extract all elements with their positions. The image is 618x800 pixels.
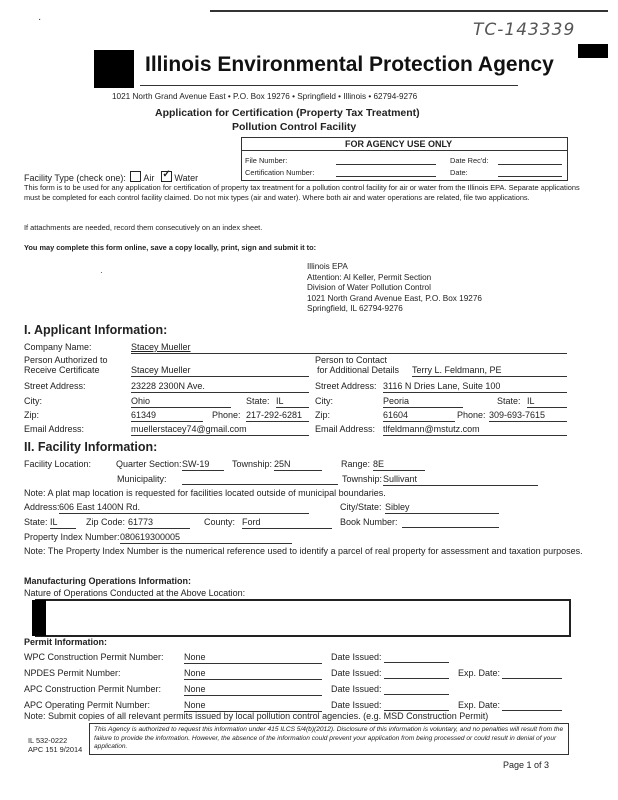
date-recd-field[interactable] — [498, 164, 562, 165]
citystate-value: Sibley — [385, 502, 410, 512]
facility-type-label: Facility Type (check one): — [24, 173, 126, 183]
permit-row-field[interactable] — [184, 652, 322, 664]
street2-value: 3116 N Dries Lane, Suite 100 — [383, 381, 501, 391]
submit-line: Division of Water Pollution Control — [307, 283, 431, 292]
citystate-field[interactable] — [385, 502, 499, 514]
plat-note: Note: A plat map location is requested for facilities located outside of municipal boundaries. — [24, 488, 386, 498]
applicant-heading: I. Applicant Information: — [24, 323, 168, 337]
pin-value: 080619300005 — [120, 532, 181, 542]
township-field[interactable] — [274, 459, 322, 471]
state2-label: State: — [497, 396, 521, 406]
city-value: Ohio — [131, 396, 151, 406]
fac-zip-value: 61773 — [128, 517, 154, 527]
address-field[interactable] — [59, 502, 309, 514]
street-field[interactable] — [131, 381, 309, 393]
file-number-field[interactable] — [336, 164, 436, 165]
cert-number-field[interactable] — [336, 176, 436, 177]
form-id-line1: IL 532-0222 — [28, 736, 68, 745]
authorized-label-line1: Person Authorized to — [24, 355, 108, 365]
contact-value: Terry L. Feldmann, PE — [412, 365, 502, 375]
authorized-value: Stacey Mueller — [131, 365, 191, 375]
city2-label: City: — [315, 396, 333, 406]
submit-line: Attention: Al Keller, Permit Section — [307, 272, 432, 282]
book-field[interactable] — [402, 527, 499, 528]
citystate-label: City/State: — [340, 502, 382, 512]
submit-line: Illinois EPA — [307, 262, 348, 271]
zip2-label: Zip: — [315, 410, 331, 420]
fac-state-value: IL — [50, 517, 58, 527]
submit-instructions: You may complete this form online, save a copy locally, print, sign and submit it to: — [24, 243, 317, 252]
water-label: Water — [174, 173, 199, 183]
email2-label: Email Address: — [315, 424, 376, 434]
permit-row-field[interactable] — [184, 668, 322, 680]
permit-row-label: WPC Construction Permit Number: — [24, 652, 164, 662]
phone-label: Phone: — [212, 410, 241, 420]
state2-value: IL — [527, 396, 535, 406]
date-label: Date: — [450, 168, 468, 177]
street2-label: Street Address: — [315, 381, 377, 391]
permit-note: Note: Submit copies of all relevant permits issued by local pollution control agencies. (e.g. MSD Construction Permit) — [24, 711, 489, 721]
zip2-value: 61604 — [383, 410, 409, 420]
form-title: Application for Certification (Property Tax Treatment) — [155, 107, 420, 119]
agency-use-header: FOR AGENCY USE ONLY — [345, 139, 453, 149]
fac-zip-label: Zip Code: — [86, 517, 126, 527]
permit-date-label: Date Issued: — [331, 668, 382, 678]
permit-date-label: Date Issued: — [331, 652, 382, 662]
pin-label: Property Index Number: — [24, 532, 120, 542]
file-number-label: File Number: — [245, 156, 288, 165]
permit-date-field[interactable] — [384, 662, 449, 663]
permit-exp-label: Exp. Date: — [458, 668, 501, 678]
state-label: State: — [246, 396, 270, 406]
agency-address: 1021 North Grand Avenue East • P.O. Box 19276 • Springfield • Illinois • 62794-9276 — [112, 92, 418, 101]
contact-label-line1: Person to Contact — [315, 355, 388, 365]
contact-label — [315, 355, 399, 375]
agency-rule — [140, 85, 518, 86]
address-label: Address: — [24, 502, 60, 512]
submit-line: Springfield, IL 62794-9276 — [307, 304, 403, 313]
range-value: 8E — [373, 459, 385, 469]
agency-name: Illinois Environmental Protection Agency — [145, 53, 554, 76]
permit-heading: Permit Information: — [24, 637, 108, 647]
handwritten-id: TC-143339 — [473, 20, 576, 40]
date-field[interactable] — [498, 176, 562, 177]
street-value: 23228 2300N Ave. — [131, 381, 205, 391]
range-label: Range: — [341, 459, 371, 469]
permit-row-label: APC Operating Permit Number: — [24, 700, 151, 710]
nature-text-box[interactable] — [35, 599, 571, 637]
redaction-left — [32, 600, 46, 636]
contact-field[interactable] — [412, 365, 567, 377]
city2-field[interactable] — [383, 396, 463, 408]
cert-number-label: Certification Number: — [245, 168, 315, 177]
fac-state-label: State: — [24, 517, 48, 527]
permit-row-value: None — [184, 684, 206, 694]
city2-value: Peoria — [383, 396, 410, 406]
company-label: Company Name: — [24, 342, 92, 352]
air-label: Air — [143, 173, 155, 183]
fac-zip-field[interactable] — [128, 517, 190, 529]
facility-type-row — [24, 171, 198, 183]
book-label: Book Number: — [340, 517, 398, 527]
permit-row-label: NPDES Permit Number: — [24, 668, 121, 678]
permit-date-label: Date Issued: — [331, 700, 382, 710]
county-value: Ford — [242, 517, 261, 527]
city-label: City: — [24, 396, 42, 406]
permit-row-value: None — [184, 700, 206, 710]
permit-date-field[interactable] — [384, 694, 449, 695]
date-recd-label: Date Rec'd: — [450, 156, 489, 165]
email2-value: tlfeldmann@mstutz.com — [383, 424, 480, 434]
facility-heading: II. Facility Information: — [24, 440, 158, 454]
contact-label-line2: for Additional Details — [317, 365, 400, 375]
redaction-top-right — [578, 44, 608, 58]
street2-field[interactable] — [383, 381, 567, 393]
permit-date-label: Date Issued: — [331, 684, 382, 694]
form-subtitle: Pollution Control Facility — [232, 121, 357, 133]
page-number: Page 1 of 3 — [503, 760, 550, 770]
township2-field[interactable] — [383, 474, 538, 486]
address-value: 606 East 1400N Rd. — [59, 502, 141, 512]
fac-state-field[interactable] — [50, 517, 76, 529]
email2-field[interactable] — [383, 424, 567, 436]
scan-dot: · — [100, 268, 103, 277]
nature-label: Nature of Operations Conducted at the Above Location: — [24, 588, 246, 598]
top-rule — [210, 10, 608, 12]
authorized-field[interactable] — [131, 365, 309, 377]
quarter-label: Quarter Section: — [116, 459, 182, 469]
phone2-label: Phone: — [457, 410, 486, 420]
submit-line: 1021 North Grand Avenue East, P.O. Box 19276 — [307, 293, 482, 303]
phone-field[interactable] — [246, 410, 309, 422]
permit-row-value: None — [184, 652, 206, 662]
air-checkbox[interactable] — [130, 171, 141, 182]
permit-exp-field[interactable] — [502, 710, 562, 711]
scan-mark: · — [38, 14, 42, 25]
company-value: Stacey Mueller — [131, 342, 191, 352]
disclaimer-text: This Agency is authorized to request this information under 415 ILCS 5/4(b)(2012). Disclosure of this information is voluntary, and no penalties will result from the failure to provide the information. However, the absence of the information could prevent your application from being processed or could result in denial of your application. — [94, 726, 564, 751]
email-field[interactable] — [131, 424, 309, 436]
street-label: Street Address: — [24, 381, 86, 391]
county-label: County: — [204, 517, 236, 527]
township-label: Township: — [232, 459, 273, 469]
email-label: Email Address: — [24, 424, 85, 434]
quarter-field[interactable] — [182, 459, 224, 471]
attachments-note: If attachments are needed, record them consecutively on an index sheet. — [24, 223, 263, 232]
disclaimer-box — [89, 723, 569, 755]
phone-value: 217-292-6281 — [246, 410, 303, 420]
water-checkbox[interactable] — [161, 171, 172, 182]
permit-exp-field[interactable] — [502, 678, 562, 679]
manufacturing-heading: Manufacturing Operations Information: — [24, 576, 192, 586]
pin-field[interactable] — [120, 532, 292, 544]
municipality-field[interactable] — [182, 484, 338, 485]
township2-label: Township: — [342, 474, 383, 484]
township-value: 25N — [274, 459, 291, 469]
state-field[interactable] — [276, 396, 309, 408]
submit-address — [307, 262, 482, 315]
state-value: IL — [276, 396, 284, 406]
agency-logo-redacted — [94, 50, 134, 88]
pin-note: Note: The Property Index Number is the numerical reference used to identify a parcel of real property for assessment and taxation purposes. — [24, 546, 583, 556]
agency-use-box — [241, 137, 568, 181]
permit-row-label: APC Construction Permit Number: — [24, 684, 162, 694]
permit-exp-label: Exp. Date: — [458, 700, 501, 710]
authorized-label — [24, 355, 108, 375]
zip2-field[interactable] — [383, 410, 455, 422]
city-field[interactable] — [131, 396, 231, 408]
phone2-value: 309-693-7615 — [489, 410, 546, 420]
permit-date-field[interactable] — [384, 678, 449, 679]
facility-location-label: Facility Location: — [24, 459, 92, 469]
quarter-value: SW-19 — [182, 459, 210, 469]
form-id-line2: APC 151 9/2014 — [28, 745, 83, 754]
permit-row-field[interactable] — [184, 684, 322, 696]
intro-paragraph: This form is to be used for any application for certification of property tax treatment for a pollution control facility for air or water from the Illinois EPA. Separate applications must be completed for each control facility claimed. Do not mix types (air and water). Where both air and water operations are related, file two applications. — [24, 183, 580, 202]
range-field[interactable] — [373, 459, 425, 471]
state2-field[interactable] — [527, 396, 567, 408]
zip-field[interactable] — [131, 410, 203, 422]
zip-value: 61349 — [131, 410, 157, 420]
county-field[interactable] — [242, 517, 332, 529]
email-value: muellerstacey74@gmail.com — [131, 424, 247, 434]
municipality-label: Municipality: — [117, 474, 167, 484]
phone2-field[interactable] — [489, 410, 567, 422]
zip-label: Zip: — [24, 410, 40, 420]
permit-row-value: None — [184, 668, 206, 678]
company-field[interactable] — [131, 342, 567, 354]
form-id — [28, 736, 82, 754]
authorized-label-line2: Receive Certificate — [24, 365, 100, 375]
township2-value: Sullivant — [383, 474, 418, 484]
